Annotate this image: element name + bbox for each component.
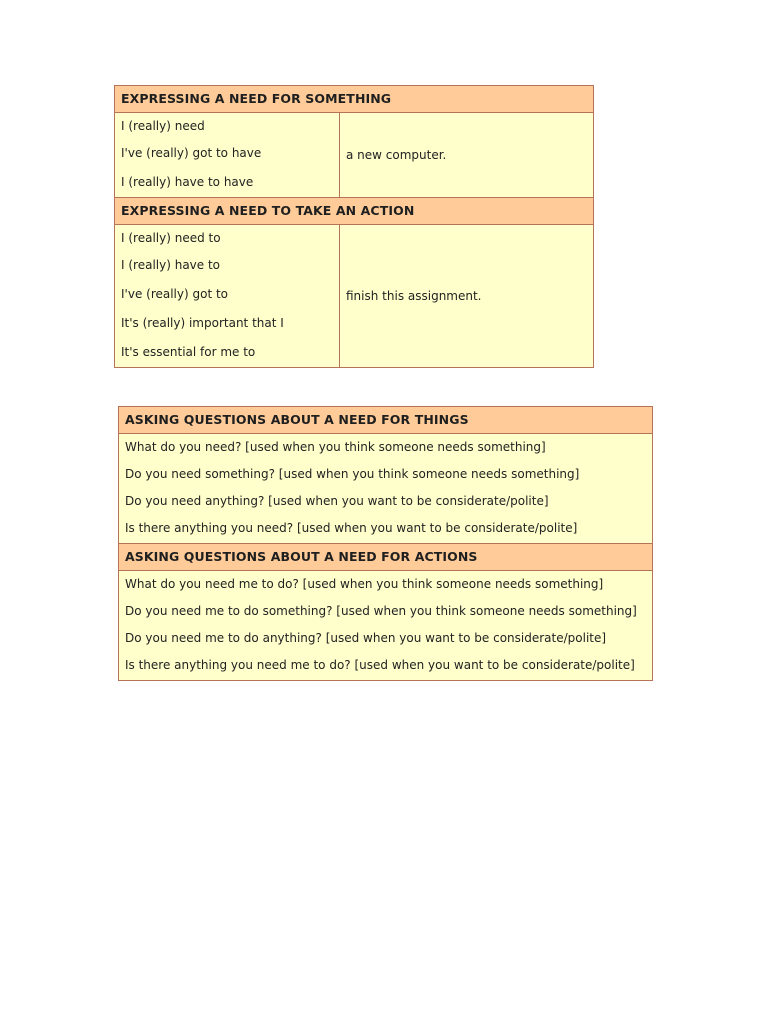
phrase-cell: I (really) need to — [121, 231, 221, 245]
question-row: Do you need anything? [used when you want to be considerate/polite] — [125, 494, 549, 508]
phrase-cell: I (really) have to — [121, 258, 221, 272]
question-row: What do you need me to do? [used when you think someone needs something] — [125, 577, 604, 591]
asking-questions-table — [118, 406, 653, 681]
phrase-column — [115, 225, 340, 367]
question-row: Do you need something? [used when you think someone needs something] — [125, 467, 580, 481]
phrase-column — [115, 113, 340, 197]
question-row: Do you need me to do anything? [used when you want to be considerate/polite] — [125, 631, 607, 645]
section-header-need-for-actions: ASKING QUESTIONS ABOUT A NEED FOR ACTIONS — [119, 543, 652, 571]
expressing-needs-table — [114, 85, 594, 368]
question-row: What do you need? [used when you think someone needs something] — [125, 440, 546, 454]
question-row: Is there anything you need me to do? [used when you want to be considerate/polite] — [125, 658, 635, 672]
question-row: Is there anything you need? [used when you want to be considerate/polite] — [125, 521, 578, 535]
section-header-need-to-take-action: EXPRESSING A NEED TO TAKE AN ACTION — [115, 197, 593, 225]
section-need-for-actions — [119, 571, 652, 680]
completion-cell — [340, 225, 593, 367]
section-header-need-for-things: ASKING QUESTIONS ABOUT A NEED FOR THINGS — [119, 407, 652, 434]
completion-text: finish this assignment. — [346, 289, 482, 303]
phrase-cell: It's essential for me to — [121, 345, 256, 359]
completion-text: a new computer. — [346, 148, 447, 162]
question-row: Do you need me to do something? [used when you think someone needs something] — [125, 604, 637, 618]
section-header-need-for-something: EXPRESSING A NEED FOR SOMETHING — [115, 86, 593, 113]
section-need-to-take-action — [115, 225, 593, 367]
phrase-cell: I've (really) got to have — [121, 146, 262, 160]
phrase-cell: I've (really) got to — [121, 287, 229, 301]
section-need-for-things — [119, 434, 652, 543]
section-need-for-something — [115, 113, 593, 197]
completion-cell — [340, 113, 593, 197]
phrase-cell: I (really) need — [121, 119, 205, 133]
phrase-cell: It's (really) important that I — [121, 316, 284, 330]
phrase-cell: I (really) have to have — [121, 175, 254, 189]
